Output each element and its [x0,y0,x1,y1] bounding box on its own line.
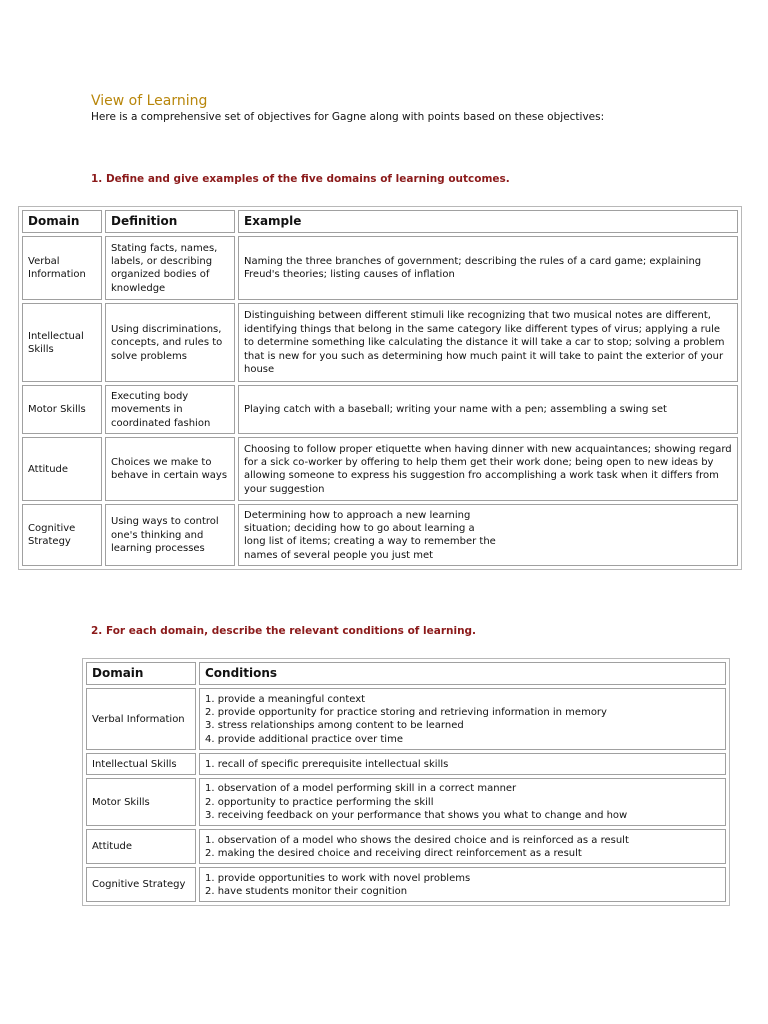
condition-item: 2. have students monitor their cognition [205,885,408,897]
domain-cell: Cognitive Strategy [22,504,102,566]
condition-item: 3. stress relationships among content to be learned [205,720,464,732]
domain-cell: Intellectual Skills [22,303,102,382]
conditions-cell [199,867,726,902]
domains-table [18,206,742,570]
condition-item: 2. opportunity to practice performing the skill [205,796,434,808]
table-header-row [22,210,738,233]
definition-cell: Using ways to control one's thinking and learning processes [105,504,235,566]
example-cell: Naming the three branches of government; describing the rules of a card game; explaining Freud's theories; listing causes of inflation [238,236,738,300]
definition-cell: Executing body movements in coordinated fashion [105,385,235,434]
column-header-example: Example [238,210,738,233]
table-row [86,778,726,826]
column-header-domain: Domain [86,662,196,685]
definition-cell: Choices we make to behave in certain ways [105,437,235,501]
table-row [22,385,738,434]
table-row [86,867,726,902]
conditions-cell [199,753,726,775]
domain-cell: Attitude [86,829,196,864]
example-text: Determining how to approach a new learning situation; deciding how to go about learning a long list of items; creating a way to remember the names of several people you just met [244,509,496,561]
column-header-domain: Domain [22,210,102,233]
condition-item: 1. observation of a model who shows the desired choice and is reinforced as a result [205,834,629,846]
condition-item: 4. provide additional practice over time [205,733,403,745]
section-2-heading: 2. For each domain, describe the relevant conditions of learning. [91,625,477,637]
domain-cell: Attitude [22,437,102,501]
table-header-row [86,662,726,685]
domain-cell: Motor Skills [22,385,102,434]
definition-cell: Stating facts, names, labels, or describing organized bodies of knowledge [105,236,235,300]
condition-item: 1. recall of specific prerequisite intellectual skills [205,758,449,770]
column-header-definition: Definition [105,210,235,233]
example-cell: Distinguishing between different stimuli like recognizing that two musical notes are different, identifying things that belong in the same category like different types of virus; applying a rule to determine something like calculating the distance it will take a car to stop; solving a problem that is new for you such as determining how much paint it will take to paint the exterior of your house [238,303,738,382]
table-row [22,236,738,300]
table-row [86,753,726,775]
table-row [86,688,726,750]
table-row [22,303,738,382]
column-header-conditions: Conditions [199,662,726,685]
condition-item: 2. making the desired choice and receiving direct reinforcement as a result [205,847,582,859]
domain-cell: Verbal Information [86,688,196,750]
example-cell: Playing catch with a baseball; writing your name with a pen; assembling a swing set [238,385,738,434]
domain-cell: Motor Skills [86,778,196,826]
condition-item: 1. observation of a model performing skill in a correct manner [205,783,517,795]
conditions-cell [199,829,726,864]
definition-cell: Using discriminations, concepts, and rules to solve problems [105,303,235,382]
condition-item: 2. provide opportunity for practice storing and retrieving information in memory [205,707,607,718]
table-row [22,437,738,501]
condition-item: 1. provide opportunities to work with novel problems [205,872,471,884]
table-row [22,504,738,566]
example-cell: Choosing to follow proper etiquette when having dinner with new acquaintances; showing regard for a sick co-worker by offering to help them get their work done; being open to new ideas by allowing someone to express his suggestion fro accomplishing a work task when it differs from your suggestion [238,437,738,501]
section-1-heading: 1. Define and give examples of the five domains of learning outcomes. [91,173,510,185]
conditions-table [82,658,730,906]
example-cell [238,504,738,566]
page-title: View of Learning [91,93,208,109]
domain-cell: Verbal Information [22,236,102,300]
intro-text: Here is a comprehensive set of objectives for Gagne along with points based on these objectives: [91,111,605,123]
conditions-cell [199,688,726,750]
conditions-cell [199,778,726,826]
condition-item: 1. provide a meaningful context [205,693,366,705]
domain-cell: Intellectual Skills [86,753,196,775]
domain-cell: Cognitive Strategy [86,867,196,902]
table-row [86,829,726,864]
condition-item: 3. receiving feedback on your performance that shows you what to change and how [205,810,628,822]
